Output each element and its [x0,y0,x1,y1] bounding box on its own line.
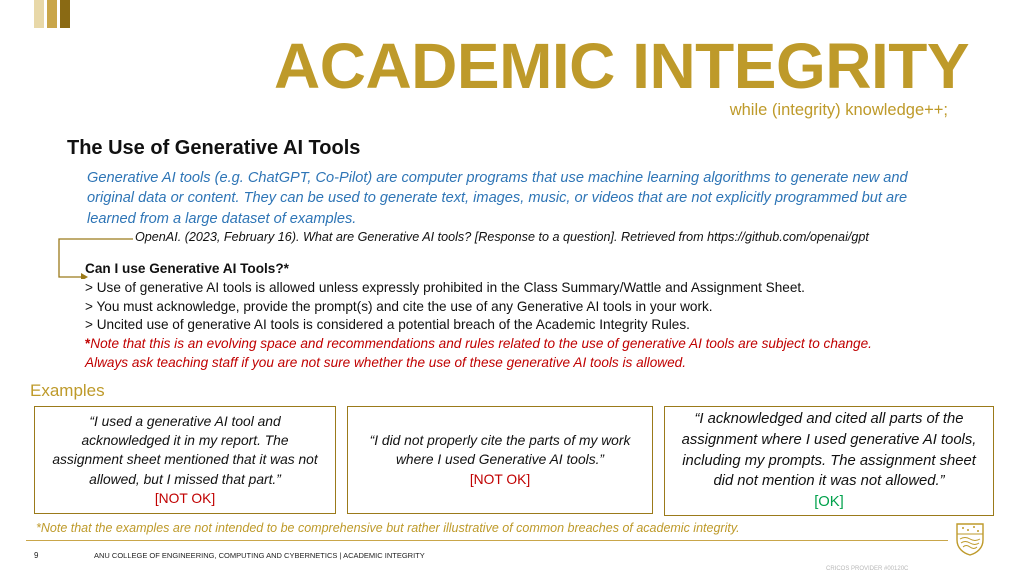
example-quote: “I used a generative AI tool and acknowledged it in my report. The assignment sheet mentioned that it was not allowed, but I missed that part.” [52,413,318,487]
guidance-question: Can I use Generative AI Tools?* [85,261,289,276]
footer-text: ANU COLLEGE OF ENGINEERING, COMPUTING AND CYBERNETICS | ACADEMIC INTEGRITY [94,551,425,560]
anu-crest-icon [955,522,985,556]
example-verdict: [NOT OK] [154,490,216,506]
header-accent-bar [60,0,70,28]
section-heading: The Use of Generative AI Tools [67,137,361,159]
header-accent-bar [47,0,57,28]
header-accent-bar [34,0,44,28]
guidance-point: > Uncited use of generative AI tools is considered a potential breach of the Academic Integrity Rules. [85,317,690,333]
note-line-2: Always ask teaching staff if you are not sure whether the use of these generative AI tools is allowed. [85,354,686,370]
example-quote: “I acknowledged and cited all parts of the assignment where I used generative AI tools, including my prompts. The assignment sheet did not mention it was not allowed.” [681,411,977,490]
note-line-1: Note that this is an evolving space and recommendations and rules related to the use of generative AI tools are subject to change. [90,336,872,352]
guidance-note [85,335,985,354]
example-card [664,406,994,516]
page-number: 9 [34,551,39,560]
example-verdict: [OK] [814,494,844,511]
slide-subtitle: while (integrity) knowledge++; [729,101,948,119]
citation-text: OpenAI. (2023, February 16). What are Generative AI tools? [Response to a question]. Retrieved from https://github.com/openai/gpt [135,230,869,244]
example-verdict: [NOT OK] [469,471,531,487]
example-card [347,406,653,514]
cricos-text: CRICOS PROVIDER #00120C [826,566,909,572]
example-card [34,406,336,514]
definition-text: Generative AI tools (e.g. ChatGPT, Co-Pilot) are computer programs that use machine learning algorithms to generate new and original data or content. They can be used to generate text, images, music, or videos that are not explicitly programmed but are learned from a large dataset of examples. [87,170,908,227]
examples-footnote: *Note that the examples are not intended to be comprehensive but rather illustrative of common breaches of academic integrity. [36,521,740,535]
slide-title: ACADEMIC INTEGRITY [274,30,969,102]
guidance-point: > Use of generative AI tools is allowed unless expressly prohibited in the Class Summary/Wattle and Assignment Sheet. [85,279,805,295]
note-star: * [85,336,91,352]
examples-label: Examples [30,381,105,400]
footer-divider [26,540,948,541]
guidance-point: > You must acknowledge, provide the prompt(s) and cite the use of any Generative AI tools in your work. [85,298,713,314]
example-quote: “I did not properly cite the parts of my work where I used Generative AI tools.” [369,433,631,468]
guidance-block [85,260,985,373]
